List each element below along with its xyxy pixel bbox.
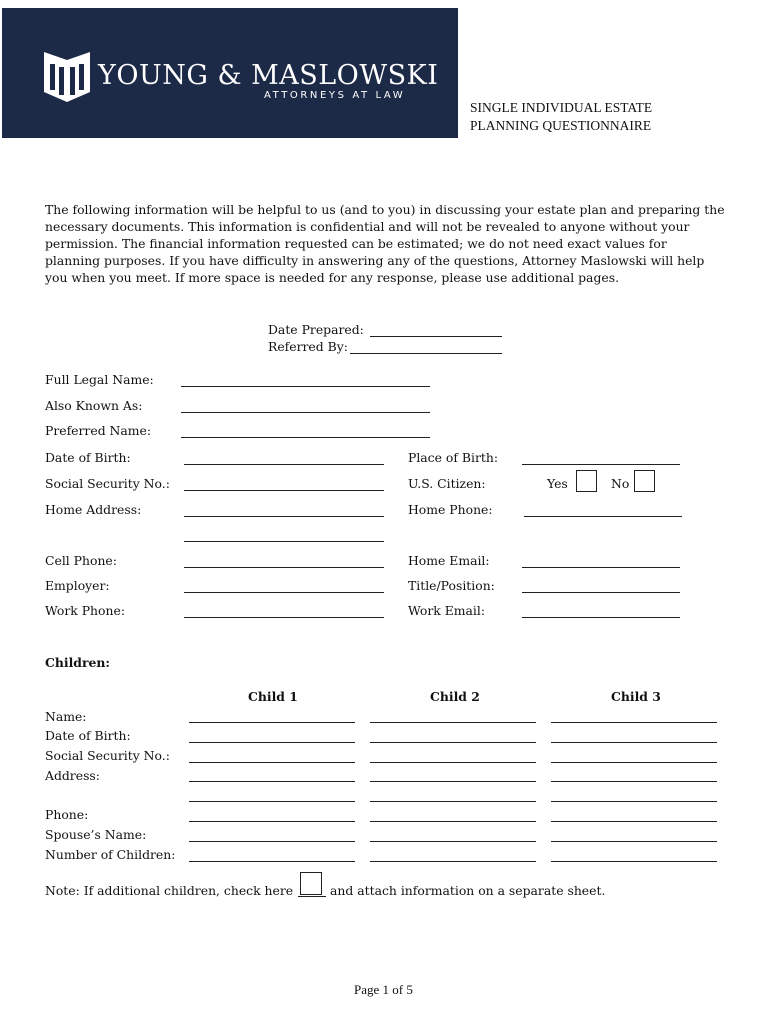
child-1-heading: Child 1 [248,689,298,704]
child-2-num-children-field[interactable] [370,861,536,862]
child-3-address-2-field[interactable] [551,801,717,802]
child-2-phone-field[interactable] [370,821,536,822]
child-2-dob-field[interactable] [370,742,536,743]
work-email-field[interactable] [522,617,680,618]
referred-by-field[interactable] [350,353,502,354]
page-number: Page 1 of 5 [354,982,413,997]
date-of-birth-field[interactable] [184,464,384,465]
child-3-heading: Child 3 [611,689,661,704]
referred-by-label: Referred By: [268,339,348,354]
title-position-label: Title/Position: [408,578,495,593]
document-title [470,99,652,135]
work-phone-label: Work Phone: [45,603,125,618]
child-1-phone-field[interactable] [189,821,355,822]
home-phone-label: Home Phone: [408,502,493,517]
title-position-field[interactable] [522,592,680,593]
child-1-dob-field[interactable] [189,742,355,743]
citizen-yes-checkbox[interactable] [576,470,597,492]
firm-banner [2,8,458,138]
child-2-ssn-field[interactable] [370,762,536,763]
child-1-address-2-field[interactable] [189,801,355,802]
child-spouse-label: Spouse’s Name: [45,827,147,842]
child-1-spouse-field[interactable] [189,841,355,842]
child-2-heading: Child 2 [430,689,480,704]
additional-children-checkbox[interactable] [300,872,322,895]
employer-label: Employer: [45,578,110,593]
date-prepared-label: Date Prepared: [268,322,364,337]
home-address-field-1[interactable] [184,516,384,517]
title-line-1: SINGLE INDIVIDUAL ESTATE [470,100,653,115]
child-2-address-1-field[interactable] [370,781,536,782]
work-phone-field[interactable] [184,617,384,618]
note-text-before: Note: If additional children, check here [45,883,294,898]
full-legal-name-label: Full Legal Name: [45,372,154,387]
work-email-label: Work Email: [408,603,486,618]
us-citizen-label: U.S. Citizen: [408,476,486,491]
child-3-phone-field[interactable] [551,821,717,822]
full-legal-name-field[interactable] [181,386,430,387]
home-email-field[interactable] [522,567,680,568]
firm-subtitle: ATTORNEYS AT LAW [264,90,406,101]
home-address-label: Home Address: [45,502,142,517]
preferred-name-label: Preferred Name: [45,423,152,438]
child-2-name-field[interactable] [370,722,536,723]
child-3-name-field[interactable] [551,722,717,723]
child-name-label: Name: [45,709,87,724]
place-of-birth-field[interactable] [522,464,680,465]
citizen-no-checkbox[interactable] [634,470,655,492]
child-3-ssn-field[interactable] [551,762,717,763]
intro-paragraph: The following information will be helpful to us (and to you) in discussing your estate plan and preparing the necessary documents. This information is confidential and will not be revealed to anyone without your permission. The financial information requested can be estimated; we do not need exact values for planning purposes. If you have difficulty in answering any of the questions, Attorney Maslowski will help you when you meet. If more space is needed for any response, please use additional pages. [45,202,725,285]
child-1-ssn-field[interactable] [189,762,355,763]
home-email-label: Home Email: [408,553,490,568]
title-line-2: PLANNING QUESTIONNAIRE [470,118,652,133]
child-2-spouse-field[interactable] [370,841,536,842]
ssn-label: Social Security No.: [45,476,170,491]
firm-name: YOUNG & MASLOWSKI [98,60,439,91]
cell-phone-field[interactable] [184,567,384,568]
citizen-yes-label: Yes [547,476,568,491]
also-known-as-label: Also Known As: [45,398,143,413]
home-phone-field[interactable] [524,516,682,517]
additional-children-underline [298,896,326,897]
place-of-birth-label: Place of Birth: [408,450,499,465]
note-text-after: and attach information on a separate sheet. [330,883,606,898]
child-phone-label: Phone: [45,807,89,822]
child-3-address-1-field[interactable] [551,781,717,782]
child-3-num-children-field[interactable] [551,861,717,862]
child-1-name-field[interactable] [189,722,355,723]
child-3-dob-field[interactable] [551,742,717,743]
child-1-num-children-field[interactable] [189,861,355,862]
child-num-children-label: Number of Children: [45,847,176,862]
date-of-birth-label: Date of Birth: [45,450,131,465]
child-2-address-2-field[interactable] [370,801,536,802]
children-heading: Children: [45,655,110,670]
citizen-no-label: No [611,476,630,491]
ssn-field[interactable] [184,490,384,491]
employer-field[interactable] [184,592,384,593]
child-1-address-1-field[interactable] [189,781,355,782]
child-ssn-label: Social Security No.: [45,748,170,763]
child-3-spouse-field[interactable] [551,841,717,842]
firm-logo-icon [42,48,92,104]
preferred-name-field[interactable] [181,437,430,438]
cell-phone-label: Cell Phone: [45,553,117,568]
home-address-field-2[interactable] [184,541,384,542]
child-address-label: Address: [45,768,100,783]
child-dob-label: Date of Birth: [45,728,131,743]
also-known-as-field[interactable] [181,412,430,413]
date-prepared-field[interactable] [370,336,502,337]
